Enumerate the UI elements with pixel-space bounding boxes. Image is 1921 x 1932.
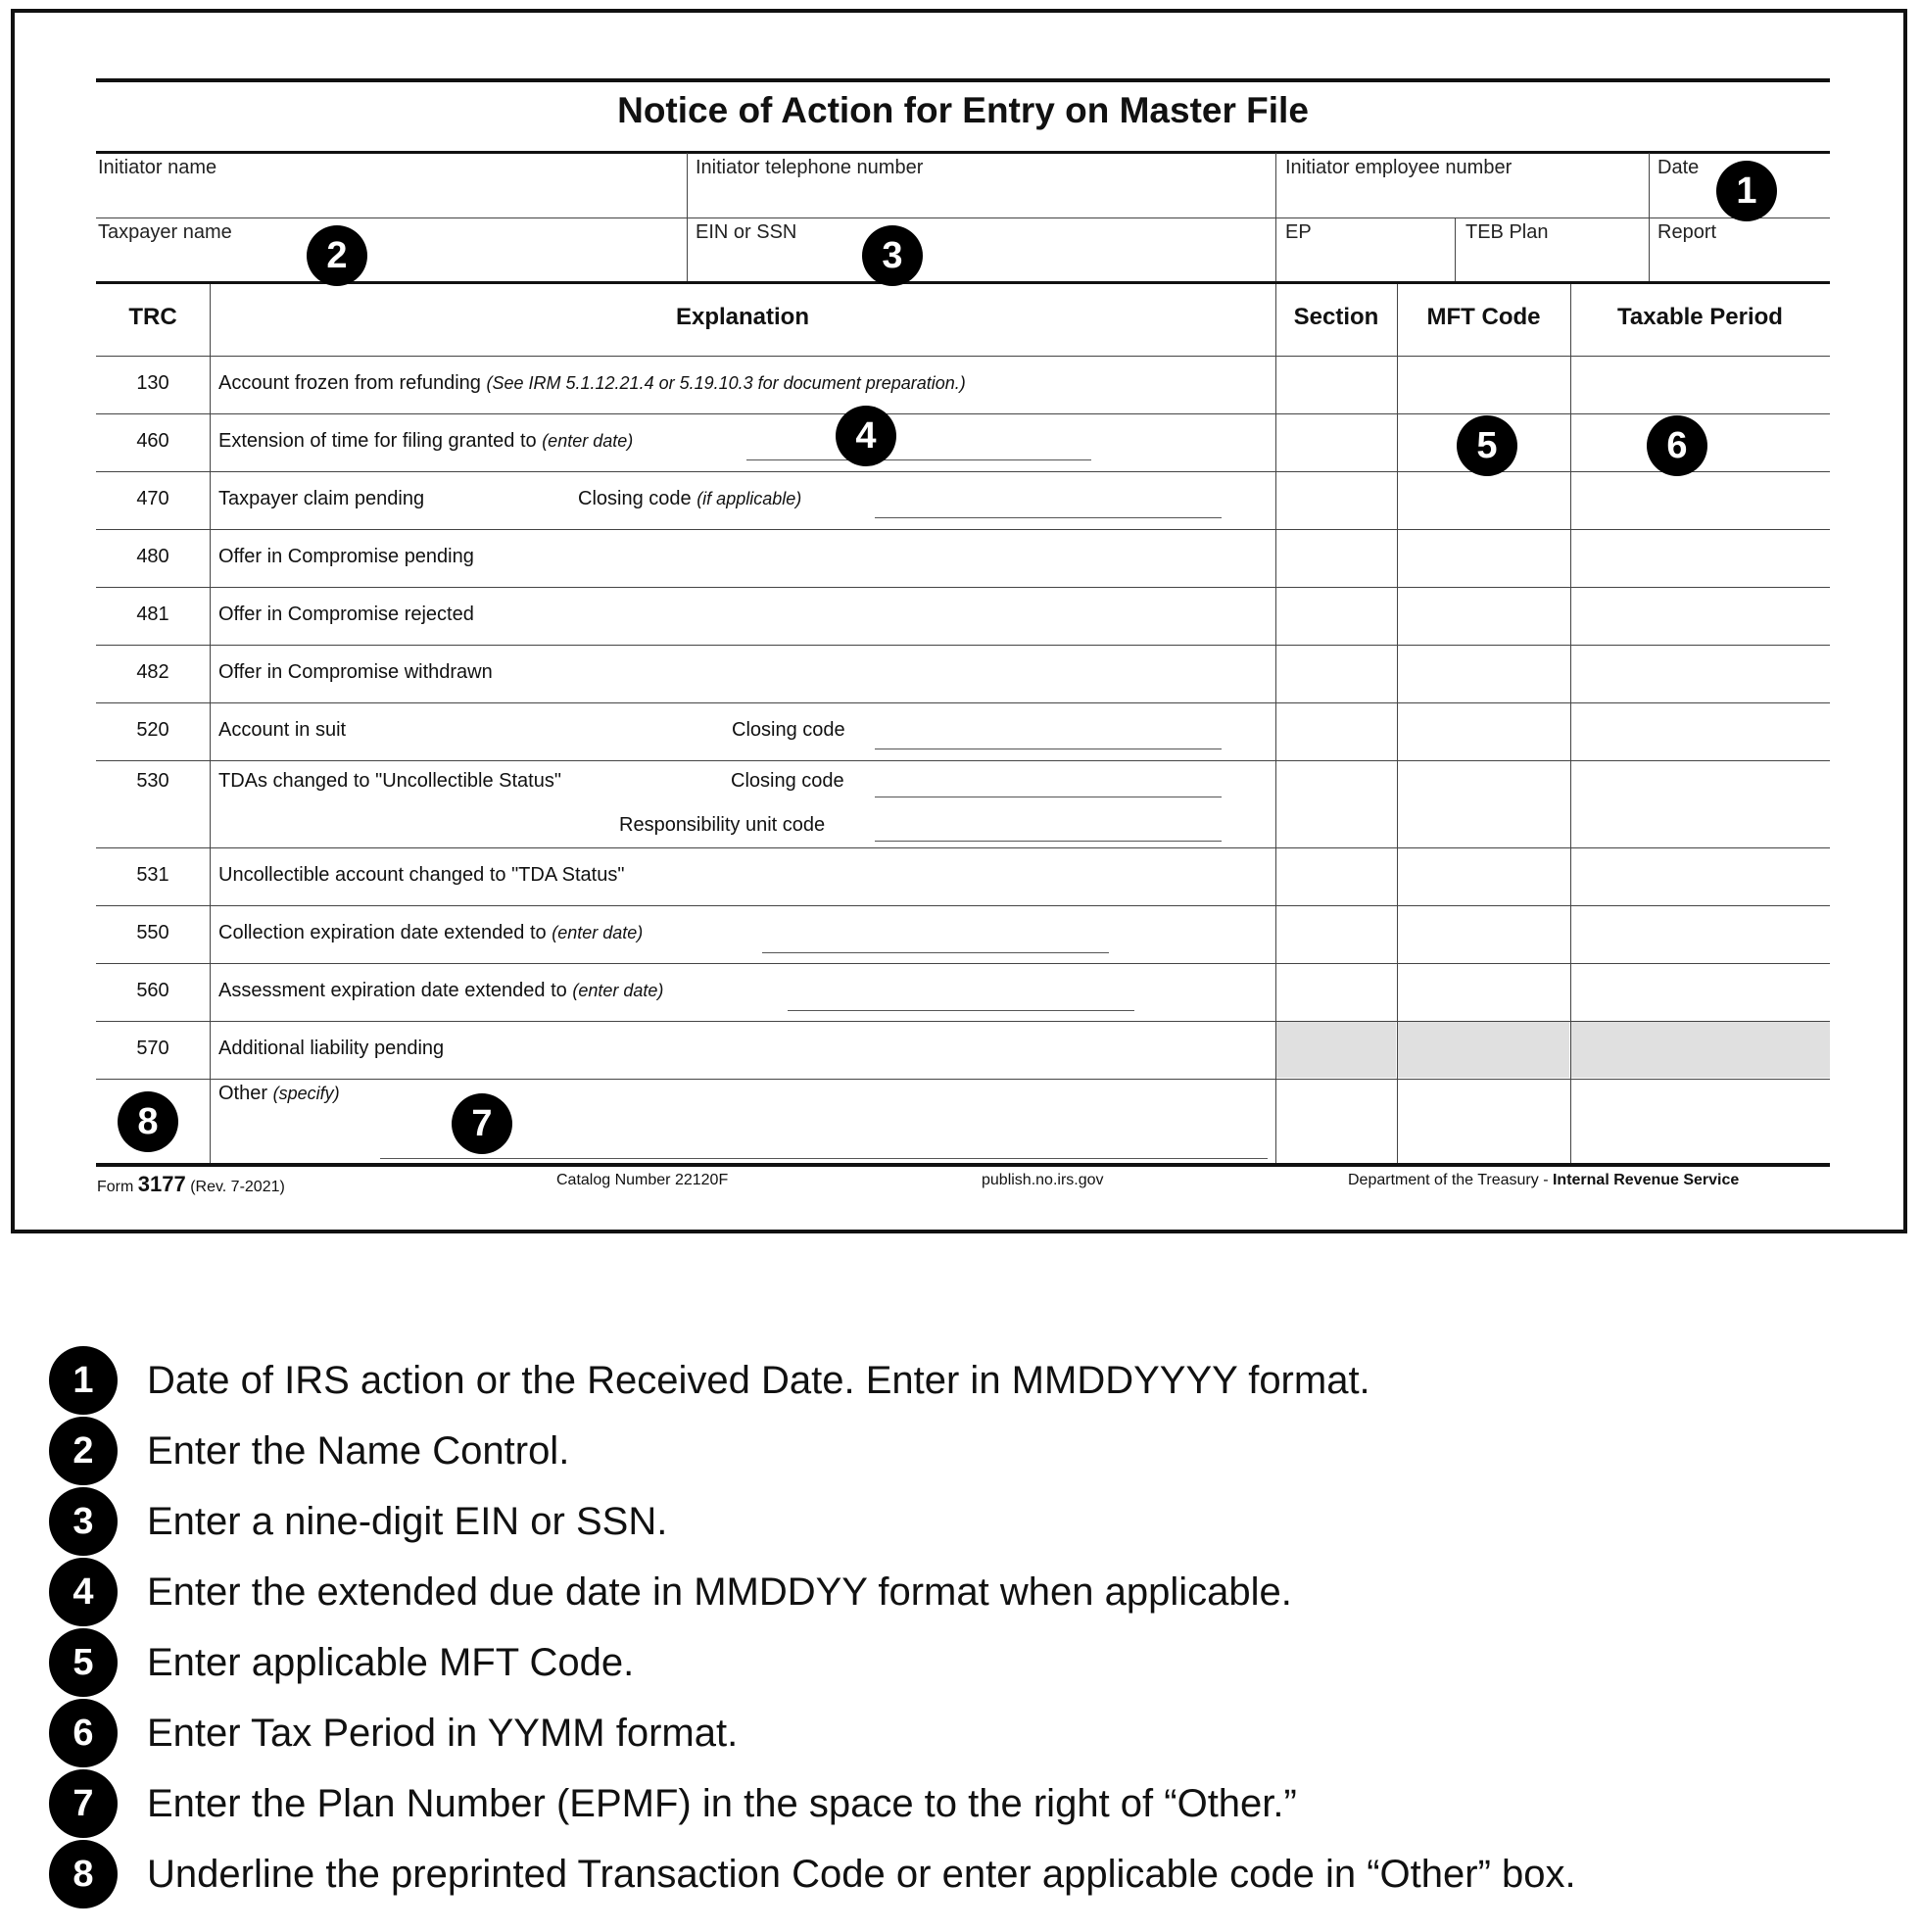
trc-code: 530 (136, 770, 169, 792)
ep-field[interactable]: EP (1285, 221, 1312, 243)
legend-text: Enter applicable MFT Code. (147, 1640, 635, 1684)
row-explanation: Uncollectible account changed to "TDA Status" (218, 864, 625, 886)
other-specify-line[interactable] (380, 1158, 1268, 1159)
legend-text: Underline the preprinted Transaction Code or enter applicable code in “Other” box. (147, 1852, 1576, 1896)
responsibility-unit-code-line[interactable] (875, 841, 1222, 842)
row-divider (96, 529, 1830, 530)
date-entry-line[interactable] (762, 952, 1109, 953)
form-title: Notice of Action for Entry on Master File (617, 90, 1309, 130)
trc-code: 460 (136, 430, 169, 452)
closing-code-line[interactable] (875, 517, 1222, 518)
callout-2-icon: 2 (307, 225, 367, 286)
legend-text: Enter the extended due date in MMDDYY format when applicable. (147, 1570, 1292, 1614)
row-explanation: Offer in Compromise rejected (218, 604, 474, 625)
callout-2-icon: 2 (49, 1417, 118, 1485)
header-taxable-period: Taxable Period (1617, 304, 1783, 330)
divider (1649, 153, 1650, 282)
callout-7-icon: 7 (452, 1093, 512, 1154)
report-field[interactable]: Report (1657, 221, 1717, 243)
trc-code: 560 (136, 980, 169, 1001)
date-entry-line[interactable] (788, 1010, 1134, 1011)
callout-5-icon: 5 (1457, 415, 1517, 476)
callout-3-icon: 3 (862, 225, 923, 286)
form-number: Form 3177 (Rev. 7-2021) (97, 1172, 285, 1196)
callout-6-icon: 6 (1647, 415, 1707, 476)
row-explanation: Account in suit (218, 719, 347, 741)
row-explanation: Extension of time for filing granted to (enter date) (218, 430, 634, 452)
trc-code: 570 (136, 1038, 169, 1059)
legend-item (49, 1769, 1297, 1838)
legend-text: Enter the Name Control. (147, 1428, 570, 1473)
legend-item (49, 1628, 634, 1697)
taxpayer-name-field[interactable]: Taxpayer name (98, 221, 232, 243)
trc-code: 482 (136, 661, 169, 683)
trc-code: 480 (136, 546, 169, 567)
legend-item (49, 1417, 569, 1485)
trc-code: 520 (136, 719, 169, 741)
trc-code: 470 (136, 488, 169, 509)
callout-8-icon: 8 (118, 1091, 178, 1152)
shaded-cell (1571, 1022, 1830, 1078)
row-explanation: Offer in Compromise withdrawn (218, 661, 493, 683)
date-entry-line[interactable] (746, 459, 1091, 460)
row-divider (96, 413, 1830, 414)
top-rule (96, 78, 1830, 82)
website: publish.no.irs.gov (982, 1172, 1104, 1188)
row-divider (96, 963, 1830, 964)
row-divider (96, 645, 1830, 646)
callout-5-icon: 5 (49, 1628, 118, 1697)
row-divider (96, 847, 1830, 848)
divider (1275, 153, 1276, 282)
divider (687, 153, 688, 282)
responsibility-unit-code-label: Responsibility unit code (619, 814, 826, 836)
title-rule (96, 151, 1830, 154)
department: Department of the Treasury - Internal Revenue Service (1348, 1172, 1740, 1188)
legend-text: Enter the Plan Number (EPMF) in the space to the right of “Other.” (147, 1781, 1297, 1825)
header-explanation: Explanation (675, 304, 810, 330)
closing-code-label: Closing code (if applicable) (578, 488, 802, 509)
initiator-employee-number-field[interactable]: Initiator employee number (1285, 157, 1513, 178)
row-divider (96, 356, 1830, 357)
trc-code: 550 (136, 922, 169, 943)
callout-6-icon: 6 (49, 1699, 118, 1767)
row-explanation: Assessment expiration date extended to (enter date) (218, 980, 664, 1001)
legend-item (49, 1558, 1292, 1626)
row-divider (96, 905, 1830, 906)
shaded-cell (1398, 1022, 1569, 1078)
bottom-rule (96, 1163, 1830, 1167)
header-mft-code: MFT Code (1426, 304, 1541, 330)
legend-item (49, 1487, 667, 1556)
callout-1-icon: 1 (1716, 161, 1777, 221)
row-divider (96, 702, 1830, 703)
row-explanation: Collection expiration date extended to (enter date) (218, 922, 644, 943)
callout-3-icon: 3 (49, 1487, 118, 1556)
closing-code-label: Closing code (732, 719, 845, 741)
callout-7-icon: 7 (49, 1769, 118, 1838)
initiator-name-field[interactable]: Initiator name (98, 157, 217, 178)
ein-ssn-field[interactable]: EIN or SSN (696, 221, 797, 243)
trc-code: 481 (136, 604, 169, 625)
row-explanation: Other (specify) (218, 1083, 340, 1104)
divider (96, 217, 1830, 218)
legend-text: Date of IRS action or the Received Date. Enter in MMDDYYYY format. (147, 1358, 1370, 1402)
row-divider (96, 471, 1830, 472)
row-explanation: Offer in Compromise pending (218, 546, 474, 567)
legend-item (49, 1840, 1576, 1908)
row-explanation: TDAs changed to "Uncollectible Status" (218, 770, 561, 792)
shaded-cell (1276, 1022, 1396, 1078)
callout-4-icon: 4 (49, 1558, 118, 1626)
callout-8-icon: 8 (49, 1840, 118, 1908)
column-divider (210, 284, 211, 1164)
legend-item (49, 1699, 738, 1767)
row-divider (96, 760, 1830, 761)
header-section: Section (1293, 304, 1379, 330)
trc-code: 130 (136, 372, 169, 394)
row-explanation: Additional liability pending (218, 1038, 445, 1059)
initiator-telephone-field[interactable]: Initiator telephone number (696, 157, 924, 178)
row-divider (96, 587, 1830, 588)
divider (1455, 217, 1456, 282)
legend-text: Enter Tax Period in YYMM format. (147, 1711, 739, 1755)
legend-text: Enter a nine-digit EIN or SSN. (147, 1499, 668, 1543)
row-explanation: Taxpayer claim pending (218, 488, 425, 509)
teb-plan-field[interactable]: TEB Plan (1465, 221, 1549, 243)
closing-code-label: Closing code (731, 770, 844, 792)
callout-4-icon: 4 (836, 406, 896, 466)
trc-code: 531 (136, 864, 169, 886)
header-trc: TRC (128, 304, 177, 330)
callout-1-icon: 1 (49, 1346, 118, 1415)
catalog-number: Catalog Number 22120F (556, 1172, 729, 1188)
legend-item (49, 1346, 1370, 1415)
date-field[interactable]: Date (1657, 157, 1700, 178)
row-divider (96, 1079, 1830, 1080)
row-divider (96, 1021, 1830, 1022)
row-explanation: Account frozen from refunding (See IRM 5.1.12.21.4 or 5.19.10.3 for document preparation.) (218, 372, 966, 394)
